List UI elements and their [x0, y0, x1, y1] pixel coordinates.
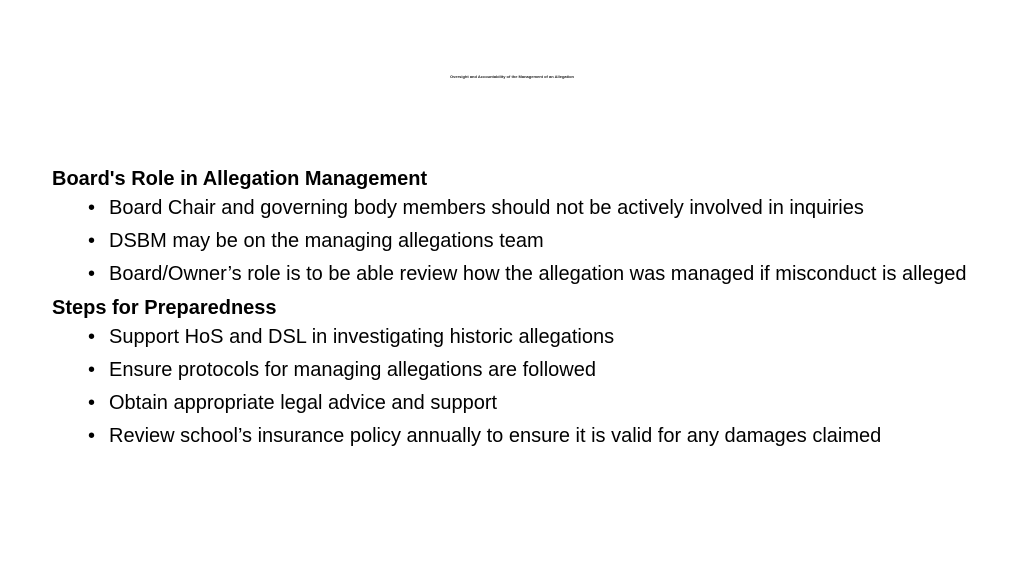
- bullet-item: [52, 324, 982, 350]
- bullet-text: Support HoS and DSL in investigating historic allegations: [109, 326, 615, 348]
- slide-title: Oversight and Accountability of the Management of an Allegation: [450, 74, 574, 79]
- bullet-text: Obtain appropriate legal advice and support: [109, 392, 498, 414]
- bullet-text: Board/Owner’s role is to be able review how the allegation was managed if misconduct is alleged: [109, 263, 967, 285]
- bullet-item: [52, 261, 982, 287]
- section-board-role: [52, 166, 982, 287]
- bullet-text: DSBM may be on the managing allegations team: [109, 230, 544, 252]
- bullet-item: [52, 195, 982, 221]
- bullet-dot-icon: •: [88, 326, 96, 348]
- bullet-text: Board Chair and governing body members should not be actively involved in inquiries: [109, 197, 864, 219]
- bullet-item: [52, 390, 982, 416]
- bullet-item: [52, 423, 982, 449]
- section-preparedness: [52, 295, 982, 449]
- slide-content: [52, 166, 982, 456]
- section-heading: Board's Role in Allegation Management: [52, 168, 428, 190]
- section-heading: Steps for Preparedness: [52, 297, 277, 319]
- bullet-dot-icon: •: [88, 425, 96, 447]
- bullet-list: [52, 324, 982, 449]
- bullet-dot-icon: •: [88, 263, 96, 285]
- bullet-item: [52, 357, 982, 383]
- bullet-item: [52, 228, 982, 254]
- bullet-text: Ensure protocols for managing allegations are followed: [109, 359, 596, 381]
- bullet-dot-icon: •: [88, 392, 96, 414]
- bullet-dot-icon: •: [88, 230, 96, 252]
- bullet-text: Review school’s insurance policy annually to ensure it is valid for any damages claimed: [109, 425, 882, 447]
- bullet-list: [52, 195, 982, 287]
- bullet-dot-icon: •: [88, 359, 96, 381]
- bullet-dot-icon: •: [88, 197, 96, 219]
